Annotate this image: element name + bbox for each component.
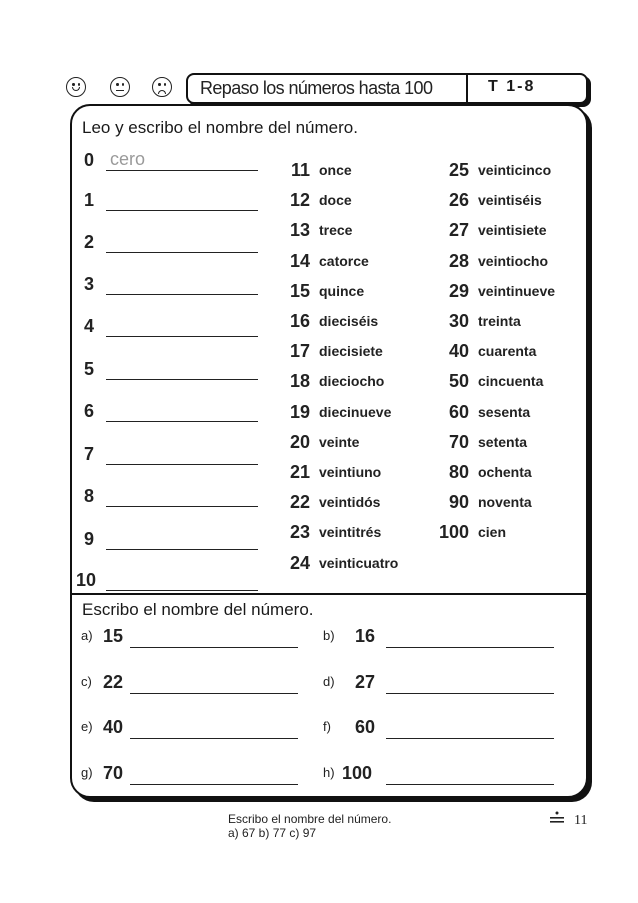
exercise-number: 70	[103, 763, 124, 783]
reference-number: 40	[448, 341, 469, 362]
exercise-number: 15	[103, 626, 124, 646]
sad-face-icon	[152, 77, 172, 97]
reference-number: 14	[289, 250, 310, 271]
exercise-letter: b)	[323, 628, 335, 643]
reference-word: diecisiete	[319, 343, 383, 360]
section1-instruction: Leo y escribo el nombre del número.	[82, 118, 358, 137]
page-number: 11	[574, 813, 588, 828]
lesson-code: T 1-8	[488, 78, 536, 95]
exercise-letter: c)	[81, 674, 92, 689]
answer-line-2[interactable]	[106, 252, 258, 253]
reference-number: 30	[448, 311, 469, 331]
page-title: Repaso los números hasta 100	[200, 78, 433, 98]
blank-number-3: 3	[84, 274, 95, 294]
neutral-face-icon	[110, 77, 130, 97]
exercise-answer-line[interactable]	[130, 738, 298, 739]
reference-word: veintiséis	[478, 192, 542, 209]
blank-number-4: 4	[84, 316, 95, 336]
reference-number: 28	[448, 250, 469, 271]
footer-instructions	[228, 812, 391, 840]
exercise-answer-line[interactable]	[386, 693, 554, 694]
reference-number: 29	[448, 280, 469, 301]
exercise-answer-line[interactable]	[386, 738, 554, 739]
section-separator	[70, 593, 586, 595]
exercise-letter: g)	[81, 765, 93, 780]
answer-line-6[interactable]	[106, 421, 258, 422]
reference-number: 13	[289, 220, 310, 241]
reference-number: 24	[289, 552, 310, 573]
reference-number: 12	[289, 190, 310, 211]
exercise-number: 27	[355, 672, 376, 692]
reference-number: 90	[448, 492, 469, 513]
division-sign-icon	[549, 810, 565, 826]
reference-word: trece	[319, 222, 353, 239]
exercise-answer-line[interactable]	[130, 647, 298, 648]
blank-number-9: 9	[84, 529, 95, 549]
blank-number-2: 2	[84, 232, 95, 252]
exercise-answer-line[interactable]	[386, 647, 554, 648]
blank-number-7: 7	[84, 444, 95, 464]
blank-number-8: 8	[84, 486, 95, 506]
blank-number-1: 1	[84, 190, 95, 210]
title-divider	[466, 75, 468, 102]
footer-line-2: a) 67 b) 77 c) 97	[228, 826, 317, 840]
reference-word: cien	[478, 524, 507, 541]
exercise-number: 100	[342, 763, 373, 783]
answer-line-9[interactable]	[106, 549, 258, 550]
reference-number: 70	[448, 431, 469, 452]
reference-number: 100	[438, 522, 469, 543]
example-answer: cero	[110, 149, 146, 169]
reference-number: 19	[289, 401, 310, 422]
answer-line-0[interactable]	[106, 170, 258, 171]
blank-number-6: 6	[84, 401, 95, 421]
reference-word: cincuenta	[478, 373, 544, 390]
exercise-number: 40	[103, 717, 124, 737]
reference-number: 17	[289, 341, 310, 362]
reference-word: ochenta	[478, 464, 532, 480]
exercise-letter: f)	[323, 719, 331, 734]
reference-word: doce	[319, 192, 352, 209]
reference-word: veintiuno	[319, 464, 382, 480]
reference-word: veinticinco	[478, 162, 552, 178]
reference-word: veintidós	[319, 494, 381, 511]
blank-number-0: 0	[84, 150, 95, 170]
reference-word: quince	[319, 282, 365, 299]
reference-word: noventa	[478, 494, 532, 511]
footer-line-1: Escribo el nombre del número.	[228, 812, 392, 826]
exercise-letter: a)	[81, 628, 93, 643]
reference-word: once	[319, 162, 352, 178]
answer-line-5[interactable]	[106, 379, 258, 380]
reference-word: veinticuatro	[319, 554, 399, 571]
reference-word: catorce	[319, 252, 369, 269]
exercise-answer-line[interactable]	[130, 784, 298, 785]
reference-number: 16	[289, 311, 310, 331]
answer-line-8[interactable]	[106, 506, 258, 507]
reference-word: dieciséis	[319, 313, 379, 329]
title-box	[186, 73, 588, 104]
reference-number: 22	[289, 492, 310, 513]
reference-number: 60	[448, 401, 469, 422]
exercise-answer-line[interactable]	[130, 693, 298, 694]
reference-number: 27	[448, 220, 469, 241]
exercise-number: 16	[355, 626, 376, 646]
exercise-number: 22	[103, 672, 124, 692]
reference-word: treinta	[478, 313, 521, 329]
reference-number: 80	[448, 462, 469, 482]
answer-line-10[interactable]	[106, 590, 258, 591]
blank-number-5: 5	[84, 359, 95, 379]
exercise-letter: e)	[81, 719, 93, 734]
reference-number: 20	[289, 431, 310, 452]
reference-word: veintisiete	[478, 222, 547, 239]
answer-line-3[interactable]	[106, 294, 258, 295]
reference-number: 26	[448, 190, 469, 211]
exercise-number: 60	[355, 717, 376, 737]
reference-word: veintitrés	[319, 524, 382, 541]
happy-face-icon	[66, 77, 86, 97]
reference-word: veintinueve	[478, 282, 556, 299]
reference-word: dieciocho	[319, 373, 385, 390]
reference-number: 25	[448, 160, 469, 180]
answer-line-1[interactable]	[106, 210, 258, 211]
reference-number: 21	[289, 462, 310, 482]
answer-line-4[interactable]	[106, 336, 258, 337]
reference-word: cuarenta	[478, 343, 537, 360]
answer-line-7[interactable]	[106, 464, 258, 465]
reference-word: veintiocho	[478, 252, 549, 269]
reference-number: 11	[290, 160, 310, 180]
blank-number-10: 10	[76, 570, 97, 590]
exercise-answer-line[interactable]	[386, 784, 554, 785]
reference-word: sesenta	[478, 403, 531, 420]
reference-number: 23	[289, 522, 310, 543]
reference-number: 50	[448, 371, 469, 392]
section2-instruction: Escribo el nombre del número.	[82, 600, 314, 619]
reference-word: veinte	[319, 433, 360, 450]
reference-word: setenta	[478, 433, 528, 450]
reference-number: 18	[289, 371, 310, 392]
exercise-letter: d)	[323, 674, 335, 689]
reference-number: 15	[289, 280, 310, 301]
reference-word: diecinueve	[319, 403, 392, 420]
exercise-letter: h)	[323, 765, 335, 780]
